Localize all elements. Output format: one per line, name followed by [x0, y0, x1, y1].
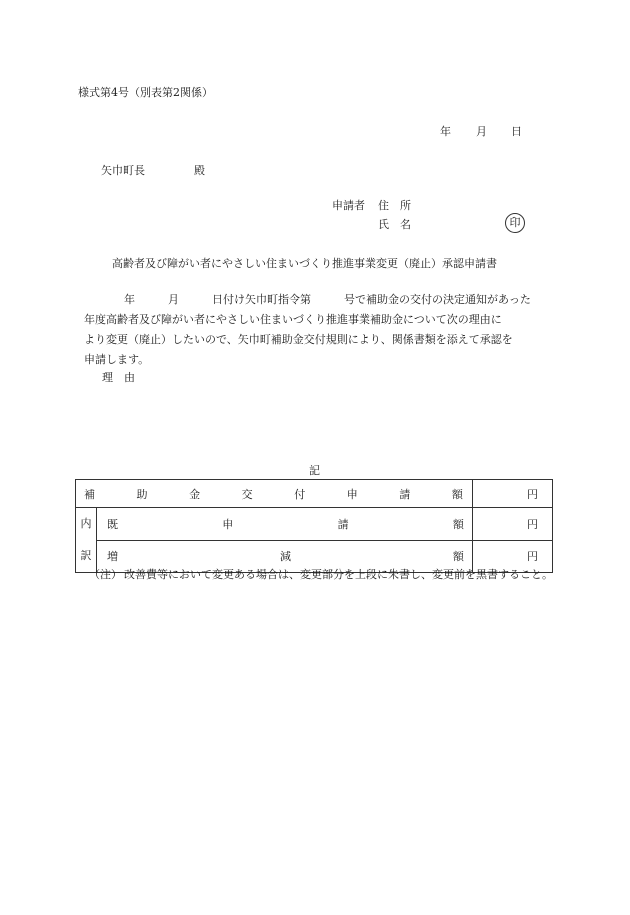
applicant-address-label: 住 所 — [378, 199, 411, 212]
breakdown-label-bottom: 訳 — [80, 549, 92, 562]
yen-unit: 円 — [527, 517, 538, 531]
breakdown-label — [76, 508, 97, 573]
document-title: 高齢者及び障がい者にやさしい住まいづくり推進事業変更（廃止）承認申請書 — [112, 257, 497, 270]
addressee-title: 矢巾町長 — [101, 164, 145, 177]
application-body — [84, 290, 554, 370]
yen-unit: 円 — [527, 550, 538, 564]
body-line-1: 年 月 日付け矢巾町指令第 号で補助金の交付の決定通知があった — [124, 293, 531, 306]
breakdown-label-top: 内 — [80, 517, 92, 530]
reason-label: 理 由 — [102, 371, 135, 384]
yen-unit: 円 — [527, 487, 538, 501]
body-line-3: より変更（廃止）したいので、矢巾町補助金交付規則により、関係書類を添えて承認を — [84, 333, 513, 346]
note-marker: （注） — [89, 568, 122, 581]
date-year-label: 年 — [440, 125, 451, 138]
applicant-name-label: 氏 名 — [378, 218, 411, 231]
application-amount-cell — [472, 480, 552, 508]
body-line-4: 申請します。 — [84, 353, 150, 366]
table-row — [76, 508, 553, 541]
body-line-2: 年度高齢者及び障がい者にやさしい住まいづくり推進事業補助金について次の理由に — [84, 313, 502, 326]
change-amount-label: 増減額 — [97, 540, 473, 573]
applicant-label: 申請者 — [332, 199, 365, 212]
subsidy-amount-table — [75, 479, 553, 573]
ki-label: 記 — [309, 464, 320, 477]
note-text: 改善費等において変更ある場合は、変更部分を上段に朱書し、変更前を黒書すること。 — [124, 568, 553, 581]
existing-amount-cell — [472, 508, 552, 541]
form-number: 様式第4号（別表第2関係） — [78, 86, 213, 99]
date-month-label: 月 — [476, 125, 487, 138]
existing-amount-label: 既申請額 — [97, 508, 473, 541]
application-amount-label: 補助金交付申請額 — [76, 480, 473, 508]
seal-mark: 印 — [505, 213, 525, 233]
table-row — [76, 480, 553, 508]
addressee-honorific: 殿 — [194, 164, 205, 177]
date-day-label: 日 — [511, 125, 522, 138]
